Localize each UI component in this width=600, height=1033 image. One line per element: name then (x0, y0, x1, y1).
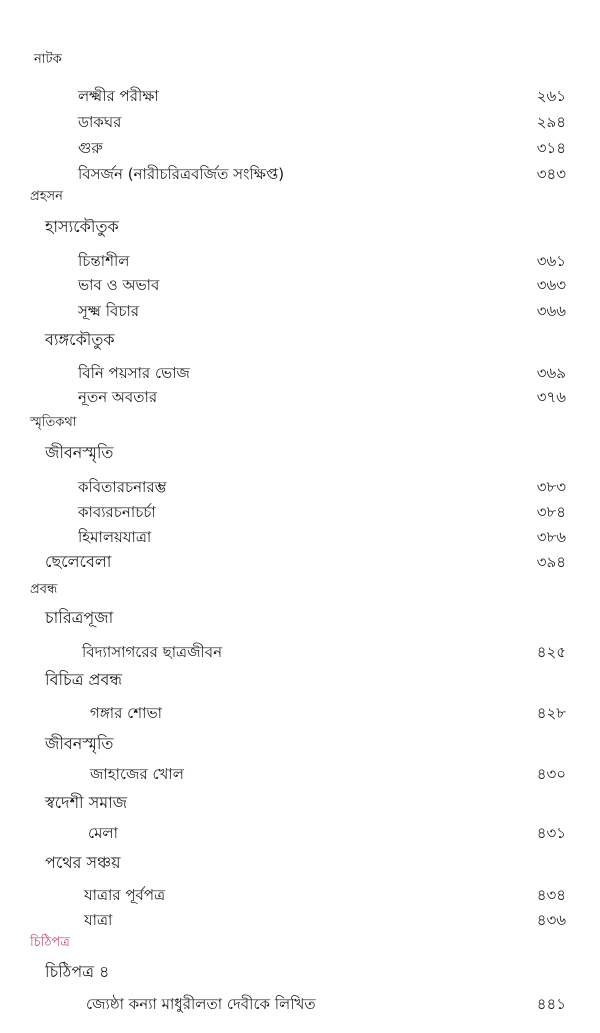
toc-entry-title: হিমালয়যাত্রা (78, 528, 152, 546)
toc-entry-title: চিঠিপত্র ৪ (45, 962, 110, 981)
toc-entry-title: বিচিত্র প্রবন্ধ (45, 670, 123, 689)
toc-page-number: ৩৮৩ (536, 478, 566, 496)
toc-entry-title: জাহাজের খোল (90, 765, 184, 783)
toc-page-number: ৩৯৪ (536, 553, 566, 571)
toc-entry-title: বিদ্যাসাগরের ছাত্রজীবন (82, 643, 223, 661)
toc-entry-title: স্মৃতিকথা (30, 415, 77, 430)
toc-page-number: ৪২৫ (536, 643, 566, 661)
toc-entry-title: হাস্যকৌতুক (45, 217, 119, 236)
toc-page-number: ২৯৪ (536, 113, 566, 131)
toc-page-number: ৩৬৯ (536, 364, 566, 382)
toc-entry-title: যাত্রা (84, 911, 113, 929)
toc-entry-title: ছেলেবেলা (45, 552, 112, 571)
toc-entry-title: ভাব ও অভাব (78, 276, 160, 294)
toc-page-number: ৪৩০ (536, 765, 566, 783)
toc-page-number: ৩৮৪ (536, 503, 566, 521)
toc-entry-title: গুরু (78, 139, 103, 157)
toc-entry-title: ব্যঙ্গকৌতুক (45, 330, 115, 349)
toc-page-number: ৩৮৬ (536, 528, 566, 546)
toc-entry-title: বিসর্জন (নারীচরিত্রবর্জিত সংক্ষিপ্ত) (78, 165, 285, 183)
toc-page-number: ৪২৮ (536, 704, 566, 722)
toc-entry-title: পথের সঞ্চয় (45, 853, 121, 872)
toc-page-number: ৪৩১ (536, 824, 566, 842)
toc-page-number: ৩৬৬ (536, 302, 566, 320)
toc-entry-title: প্রহসন (30, 189, 63, 204)
toc-page-number: ৩৬৩ (536, 276, 566, 294)
toc-page-number: ৩১৪ (536, 139, 566, 157)
toc-entry-title: নাটক (34, 52, 62, 67)
toc-entry-title: লক্ষ্মীর পরীক্ষা (78, 87, 159, 105)
toc-entry-title: ডাকঘর (78, 113, 122, 131)
toc-entry-title: চিন্তাশীল (78, 252, 130, 270)
toc-entry-title: চারিত্রপূজা (45, 608, 114, 627)
toc-entry-title: কবিতারচনারম্ভ (78, 478, 167, 496)
toc-entry-title: মেলা (88, 824, 118, 842)
toc-entry-title: চিঠিপত্র (30, 935, 70, 950)
toc-entry-title: সূক্ষ্ম বিচার (78, 302, 140, 320)
toc-page-number: ৪৪১ (536, 995, 566, 1013)
toc-page-number: ৩৭৬ (536, 388, 566, 406)
toc-page-number: ৩৪৩ (536, 165, 566, 183)
toc-entry-title: নূতন অবতার (78, 388, 158, 406)
toc-entry-title: যাত্রার পূর্বপত্র (84, 886, 166, 904)
toc-entry-title: জীবনস্মৃতি (45, 734, 114, 753)
toc-page-number: ৪৩৪ (536, 886, 566, 904)
toc-page-number: ৪৩৬ (536, 911, 566, 929)
toc-entry-title: জ্যেষ্ঠা কন্যা মাধুরীলতা দেবীকে লিখিত (86, 995, 316, 1013)
toc-entry-title: গঙ্গার শোভা (90, 704, 162, 722)
toc-entry-title: বিনি পয়সার ভোজ (78, 364, 190, 382)
toc-entry-title: স্বদেশী সমাজ (45, 793, 128, 812)
toc-page-number: ৩৬১ (536, 252, 566, 270)
toc-entry-title: কাব্যরচনাচর্চা (78, 503, 156, 521)
toc-entry-title: জীবনস্মৃতি (45, 443, 114, 462)
toc-page-number: ২৬১ (536, 87, 566, 105)
toc-entry-title: প্রবন্ধ (30, 582, 58, 597)
